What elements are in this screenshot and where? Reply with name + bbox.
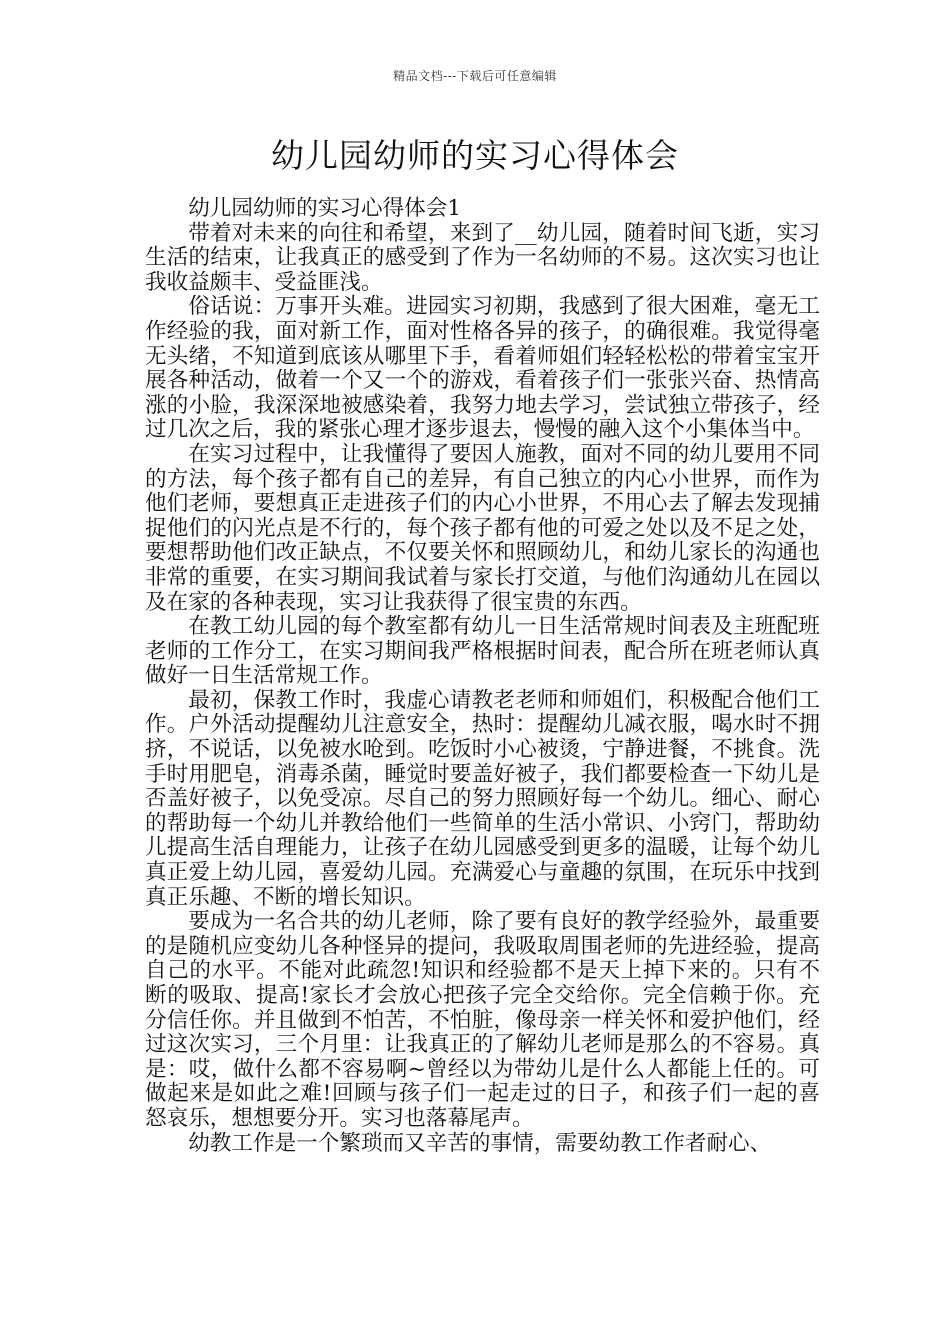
paragraph: 要成为一名合共的幼儿老师，除了要有良好的教学经验外，最重要的是随机应变幼儿各种怪异的提问，我吸取周围老师的先进经验，提高自己的水平。不能对此疏忽!知识和经验都不是天上掉下来的。只有不断的吸取、提高!家长才会放心把孩子完全交给你。完全信赖于你。充分信任你。并且做到不怕苦，不怕脏，像母亲一样关怀和爱护他们，经过这次实习，三个月里：让我真正的了解幼儿老师是那么的不容易。真是：哎，做什么都不容易啊~曾经以为带幼儿是什么人都能上任的。可做起来是如此之难!回顾与孩子们一起走过的日子，和孩子们一起的喜怒哀乐，想想要分开。实习也落幕尾声。 <box>145 909 820 1131</box>
document-title: 幼儿园幼师的实习心得体会 <box>271 136 679 175</box>
paragraph: 最初，保教工作时，我虚心请教老老师和师姐们，积极配合他们工作。户外活动提醒幼儿注意安全，热时：提醒幼儿减衣服，喝水时不拥挤，不说话，以免被水呛到。吃饭时小心被烫，宁静进餐，不挑食。洗手时用肥皂，消毒杀菌，睡觉时要盖好被子，我们都要检查一下幼儿是否盖好被子，以免受凉。尽自己的努力照顾好每一个幼儿。细心、耐心的帮助每一个幼儿并教给他们一些简单的生活小常识、小窍门，帮助幼儿提高生活自理能力，让孩子在幼儿园感受到更多的温暖，让每个幼儿真正爱上幼儿园，喜爱幼儿园。充满爱心与童趣的氛围，在玩乐中找到真正乐趣、不断的增长知识。 <box>145 687 820 910</box>
paragraph: 幼教工作是一个繁琐而又辛苦的事情，需要幼教工作者耐心、 <box>188 1130 772 1156</box>
paragraph: 在实习过程中，让我懂得了要因人施教，面对不同的幼儿要用不同的方法，每个孩子都有自己的差异，有自己独立的内心小世界，而作为他们老师，要想真正走进孩子们的内心小世界，不用心去了解去发现捕捉他们的闪光点是不行的，每个孩子都有他的可爱之处以及不足之处，要想帮助他们改正缺点，不仅要关怀和照顾幼儿，和幼儿家长的沟通也非常的重要，在实习期间我试着与家长打交道，与他们沟通幼儿在园以及在家的各种表现，实习让我获得了很宝贵的东西。 <box>145 441 820 615</box>
paragraph: 带着对未来的向往和希望，来到了__幼儿园，随着时间飞逝，实习生活的结束，让我真正的感受到了作为一名幼师的不易。这次实习也让我收益颇丰、受益匪浅。 <box>145 220 820 295</box>
paragraph: 俗话说：万事开头难。进园实习初期，我感到了很大困难，毫无工作经验的我，面对新工作，面对性格各异的孩子，的确很难。我觉得毫无头绪，不知道到底该从哪里下手，看着师姐们轻轻松松的带着宝宝开展各种活动，做着一个又一个的游戏，看着孩子们一张张兴奋、热情高涨的小脸，我深深地被感染着，我努力地去学习，尝试独立带孩子，经过几次之后，我的紧张心理才逐步退去，慢慢的融入这个小集体当中。 <box>145 294 820 443</box>
paragraph: 在教工幼儿园的每个教室都有幼儿一日生活常规时间表及主班配班老师的工作分工，在实习期间我严格根据时间表，配合所在班老师认真做好一日生活常规工作。 <box>145 614 820 689</box>
header-note: 精品文档---下载后可任意编辑 <box>393 69 557 83</box>
document-body <box>145 197 820 1156</box>
section-subtitle: 幼儿园幼师的实习心得体会1 <box>188 196 462 221</box>
